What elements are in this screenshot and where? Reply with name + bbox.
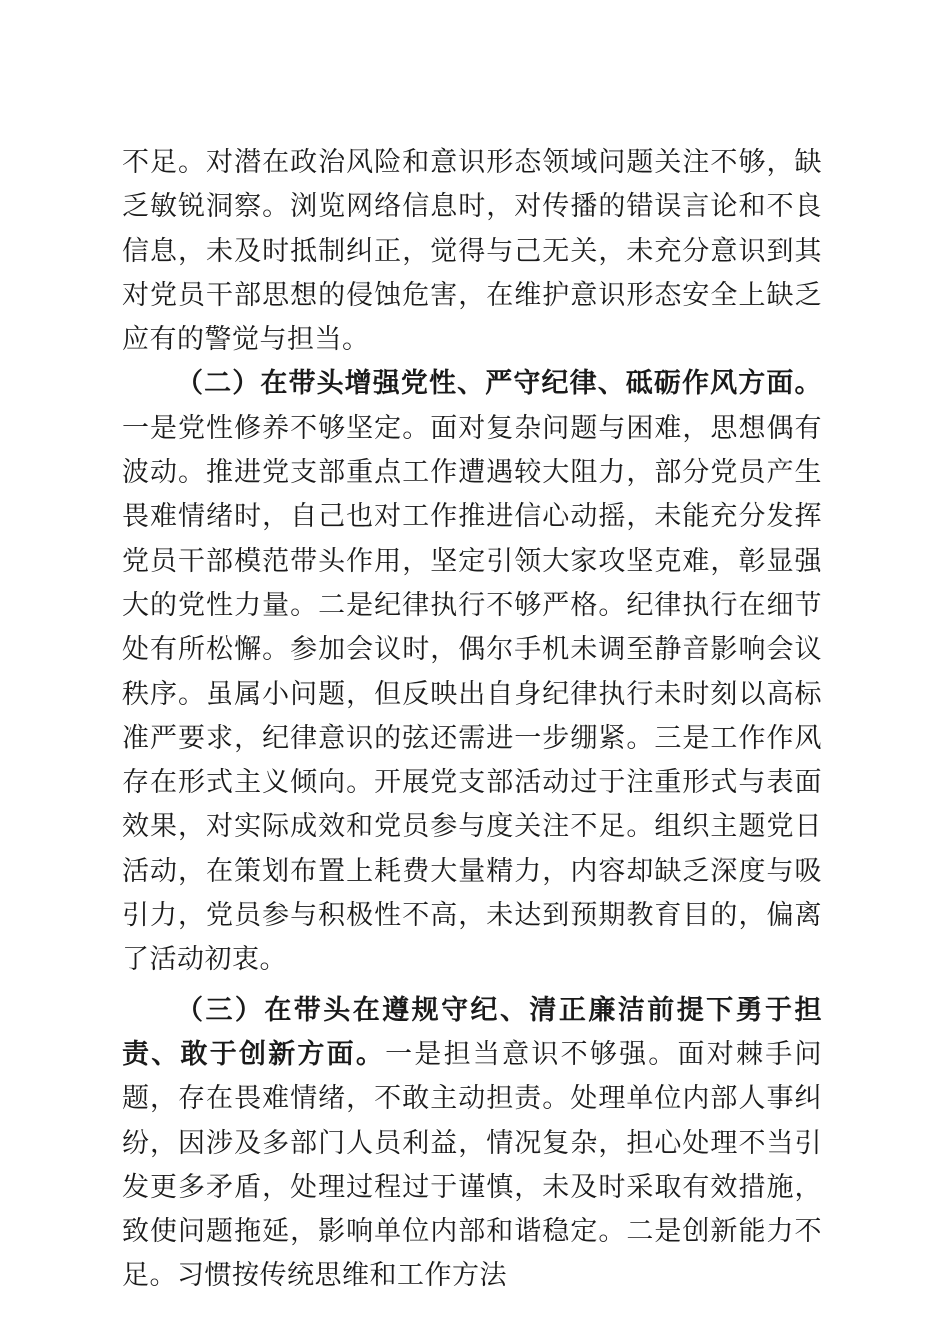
paragraph-text: 不足。对潜在政治风险和意识形态领域问题关注不够，缺乏敏锐洞察。浏览网络信息时，对传播的错误言论和不良信息，未及时抵制纠正，觉得与己无关，未充分意识到其对党员干部思想的侵蚀危害，在维护意识形态安全上缺乏应有的警觉与担当。 (122, 147, 822, 356)
paragraph-text: 一是党性修养不够坚定。面对复杂问题与困难，思想偶有波动。推进党支部重点工作遭遇较大阻力，部分党员产生畏难情绪时，自己也对工作推进信心动摇，未能充分发挥党员干部模范带头作用，坚定引领大家攻坚克难，彰显强大的党性力量。二是纪律执行不够严格。纪律执行在细节处有所松懈。参加会议时，偶尔手机未调至静音影响会议秩序。虽属小问题，但反映出自身纪律执行未时刻以高标准严要求，纪律意识的弦还需进一步绷紧。三是工作作风存在形式主义倾向。开展党支部活动过于注重形式与表面效果，对实际成效和党员参与度关注不足。组织主题党日活动，在策划布置上耗费大量精力，内容却缺乏深度与吸引力，党员参与积极性不高，未达到预期教育目的，偏离了活动初衷。 (122, 412, 822, 976)
section-heading: （三）在带头在遵规守纪、清正廉洁前提下勇于担责、敢于创新方面。 (122, 994, 822, 1070)
paragraph-text: 一是担当意识不够强。面对棘手问题，存在畏难情绪，不敢主动担责。处理单位内部人事纠纷，因涉及多部门人员利益，情况复杂，担心处理不当引发更多矛盾，处理过程过于谨慎，未及时采取有效措施，致使问题拖延，影响单位内部和谐稳定。二是创新能力不足。习惯按传统思维和工作方法 (122, 1038, 823, 1292)
paragraph-continuation (122, 141, 822, 362)
document-page (122, 141, 822, 1299)
section-heading: （二）在带头增强党性、严守纪律、砥砺作风方面。 (176, 368, 822, 400)
paragraph-section-3 (122, 989, 822, 1299)
paragraph-section-2 (122, 362, 822, 982)
